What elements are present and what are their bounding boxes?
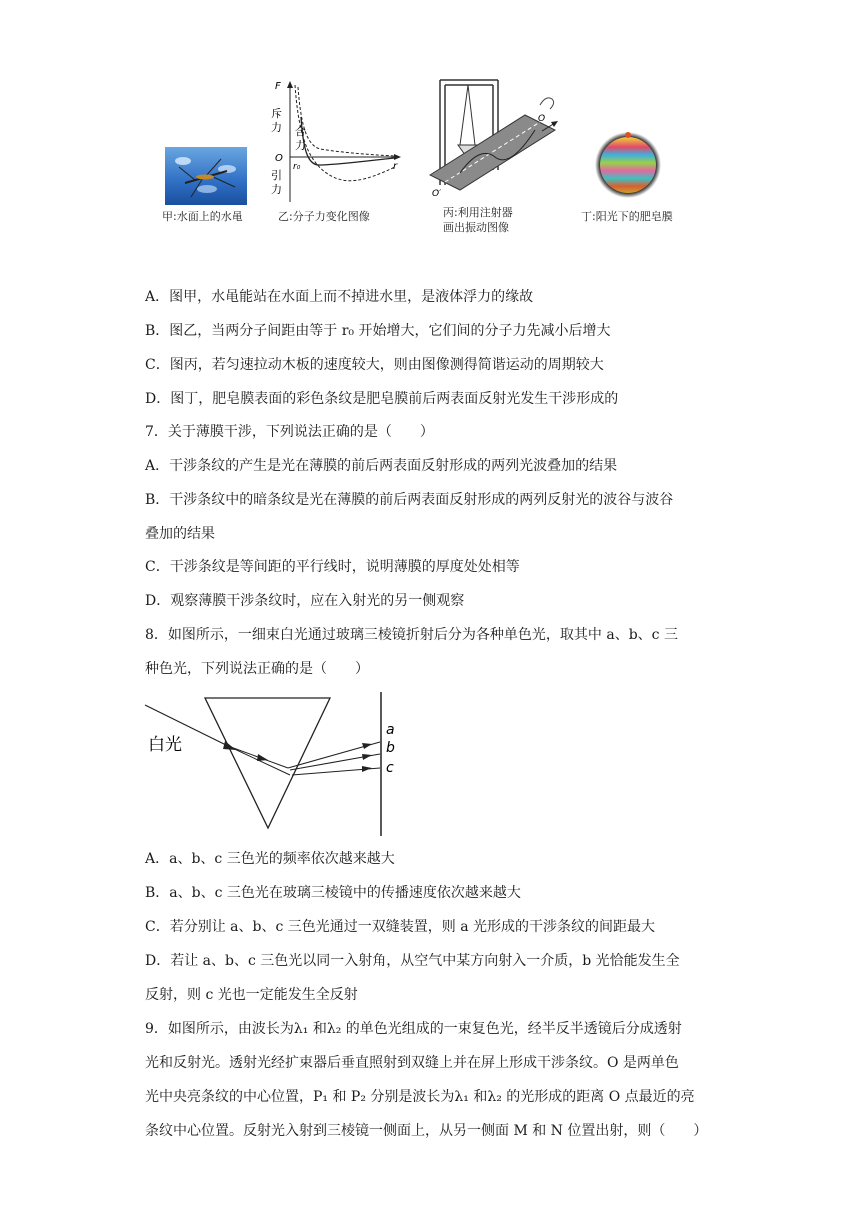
q9-line4: 条纹中心位置。反射光入射到三棱镜一侧面上，从另一侧面 M 和 N 位置出射，则（ ）	[145, 1123, 708, 1139]
prism-label-white-light: 白光	[148, 735, 182, 755]
q8-option-c: C．若分别让 a、b、c 三色光通过一双缝装置，则 a 光形成的干涉条纹的间距最大	[145, 919, 656, 935]
q6-option-b: B．图乙，当两分子间距由等于 r₀ 开始增大，它们间的分子力先减小后增大	[145, 323, 611, 339]
prism-label-b: b	[386, 740, 395, 756]
q6-option-c: C．图丙，若匀速拉动木板的速度较大，则由图像测得简谐运动的周期较大	[145, 357, 604, 373]
q8-option-d-line1: D．若让 a、b、c 三色光以同一入射角，从空气中某方向射入一介质，b 光恰能发生全	[145, 953, 680, 969]
q9-line1: 9．如图所示，由波长为λ₁ 和λ₂ 的单色光组成的一束复色光，经半反半透镜后分成透射	[145, 1021, 682, 1037]
q7-option-b-line2: 叠加的结果	[145, 526, 215, 542]
caption-yi: 乙:分子力变化图像	[278, 210, 370, 223]
q9-line3: 光中央亮条纹的中心位置，P₁ 和 P₂ 分别是波长为λ₁ 和λ₂ 的光形成的距离 O 点最近的亮	[145, 1089, 695, 1105]
caption-bing-1: 丙:利用注射器	[443, 206, 513, 219]
q6-option-a: A．图甲，水黾能站在水面上而不掉进水里，是液体浮力的缘故	[145, 289, 534, 305]
yi-label-li3: 力	[271, 183, 282, 196]
q8-option-d-line2: 反射，则 c 光也一定能发生全反射	[145, 987, 358, 1003]
yi-label-F: F	[275, 81, 281, 92]
water-strider-photo	[165, 147, 247, 205]
yi-label-li1: 力	[271, 121, 282, 134]
prism-diagram	[140, 690, 410, 838]
prism-label-a: a	[386, 722, 395, 738]
q8-option-b: B．a、b、c 三色光在玻璃三棱镜中的传播速度依次越来越大	[145, 885, 521, 901]
soap-film-photo	[592, 131, 664, 199]
yi-label-he: 合	[295, 125, 306, 138]
molecular-force-graph	[265, 77, 405, 205]
prism-label-c: c	[386, 760, 394, 776]
yi-label-li2: 力	[295, 139, 306, 152]
bing-label-O: O	[538, 114, 546, 124]
q7-option-c: C．干涉条纹是等间距的平行线时，说明薄膜的厚度处处相等	[145, 559, 520, 575]
q8-stem-line1: 8．如图所示，一细束白光通过玻璃三棱镜折射后分为各种单色光，取其中 a、b、c 三	[145, 627, 678, 643]
q8-option-a: A．a、b、c 三色光的频率依次越来越大	[145, 851, 395, 867]
q9-line2: 光和反射光。透射光经扩束器后垂直照射到双缝上并在屏上形成干涉条纹。O 是两单色	[145, 1055, 679, 1071]
q6-option-d: D．图丁，肥皂膜表面的彩色条纹是肥皂膜前后两表面反射光发生干涉形成的	[145, 391, 619, 407]
q8-stem-line2: 种色光，下列说法正确的是（ ）	[145, 661, 369, 677]
yi-label-yin: 引	[271, 169, 282, 182]
caption-jia: 甲:水面上的水黾	[162, 210, 243, 223]
q7-option-d: D．观察薄膜干涉条纹时，应在入射光的另一侧观察	[145, 593, 465, 609]
bing-label-O-prime: O′	[432, 189, 442, 197]
figure-row	[160, 75, 720, 240]
caption-bing-2: 画出振动图像	[443, 221, 509, 234]
syringe-apparatus	[420, 75, 570, 197]
yi-label-r0: r₀	[293, 162, 301, 172]
q7-option-b-line1: B．干涉条纹中的暗条纹是光在薄膜的前后两表面反射形成的两列反射光的波谷与波谷	[145, 492, 674, 508]
caption-ding: 丁:阳光下的肥皂膜	[581, 210, 673, 223]
yi-label-chi: 斥	[271, 107, 282, 120]
q7-option-a: A．干涉条纹的产生是光在薄膜的前后两表面反射形成的两列光波叠加的结果	[145, 458, 618, 474]
q7-stem: 7．关于薄膜干涉，下列说法正确的是（ ）	[145, 424, 434, 440]
yi-label-O: O	[275, 153, 283, 164]
yi-label-r: r	[393, 161, 398, 172]
